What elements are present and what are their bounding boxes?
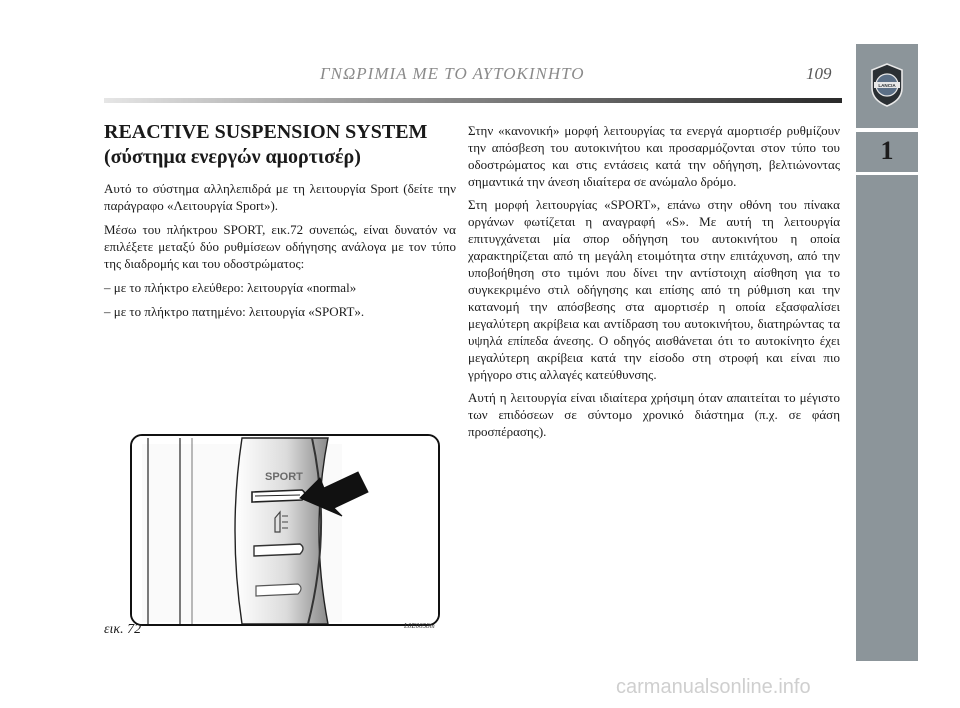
- list-item: – με το πλήκτρο ελεύθερο: λειτουργία «normal»: [104, 280, 357, 295]
- paragraph: Στη μορφή λειτουργίας «SPORT», επάνω στην οθόνη του πίνακα οργάνων φωτίζεται η αναγραφή «S». Με αυτή τη λειτουργία επιτυγχάνεται μία σπορ οδήγηση του αυτοκινήτου η οποία χαρακτηρίζεται από τη μεγάλη ετοιμότητα στην επιτάχυνση, από την υποβοήθηση στο τιμόνι που δίνει την αντίστοιχη αίσθηση για το συγκεκριμένο στιλ οδήγησης και επίσης από τη ρύθμιση και την κατανομή την απόσβεσης στα αμορτισέρ η οποία εξασφαλίσει μεγαλύτερη ακρίβεια και αντίδραση του αυτοκινήτου, διατηρώντας τα υψηλά επίπεδα άνεσης. Ο οδηγός αισθάνεται ότι το αυτοκίνητο έχει μεγαλύτερη ακρίβεια κατά την είσοδο στη στροφή και είναι πιο γρήγορο στις αλλαγές κατεύθυνσης.: [468, 197, 840, 382]
- paragraph: Αυτό το σύστημα αλληλεπιδρά με τη λειτουργία Sport (δείτε την παράγραφο «Λειτουργία Sport»).: [104, 181, 456, 213]
- section-title-line1: REACTIVE SUSPENSION SYSTEM: [104, 121, 428, 143]
- page-number: 109: [806, 64, 832, 83]
- section-title: [104, 120, 456, 170]
- sport-button-label: SPORT: [265, 471, 303, 483]
- figure-code: L0E0058m: [404, 622, 435, 630]
- figure-caption: εικ. 72: [104, 622, 142, 637]
- header-title: ΓΝΩΡΙΜΙΑ ΜΕ ΤΟ ΑΥΤΟΚΙΝΗΤΟ: [320, 64, 585, 83]
- paragraph: Μέσω του πλήκτρου SPORT, εικ.72 συνεπώς, είναι δυνατόν να επιλέξετε μεταξύ δύο ρυθμίσεων οδήγησης ανάλογα με τον τύπο της διαδρομής και του οδοστρώματος:: [104, 222, 456, 271]
- chapter-number: 1: [880, 136, 894, 165]
- logo-wordmark: LANCIA: [878, 83, 896, 88]
- lancia-logo-icon: [868, 62, 906, 108]
- left-column: [104, 120, 456, 327]
- side-tab-filler: [856, 175, 918, 661]
- sport-button-illustration: [132, 436, 438, 624]
- paragraph: Αυτή η λειτουργία είναι ιδιαίτερα χρήσιμη όταν απαιτείται το μέγιστο των επιδόσεων σε σύντομο χρονικό διάστημα (π.χ. σε φάση προσπέρασης).: [468, 390, 840, 439]
- right-column: [468, 122, 840, 446]
- header-rule: [104, 98, 842, 103]
- figure-sport-button: [130, 434, 440, 626]
- watermark: carmanualsonline.info: [616, 676, 811, 698]
- paragraph: Στην «κανονική» μορφή λειτουργίας τα ενεργά αμορτισέρ ρυθμίζουν την απόσβεση του αυτοκινήτου και προσαρμόζονται στον τύπο του οδοστρώματος και στις εντάσεις κατά την οδήγηση, βελτιώνοντας σημαντικά την άνεση ιδιαίτερα σε ανώμαλο δρόμο.: [468, 123, 840, 189]
- section-title-line2: (σύστημα ενεργών αμορτισέρ): [104, 146, 361, 168]
- list-item: – με το πλήκτρο πατημένο: λειτουργία «SPORT».: [104, 304, 365, 319]
